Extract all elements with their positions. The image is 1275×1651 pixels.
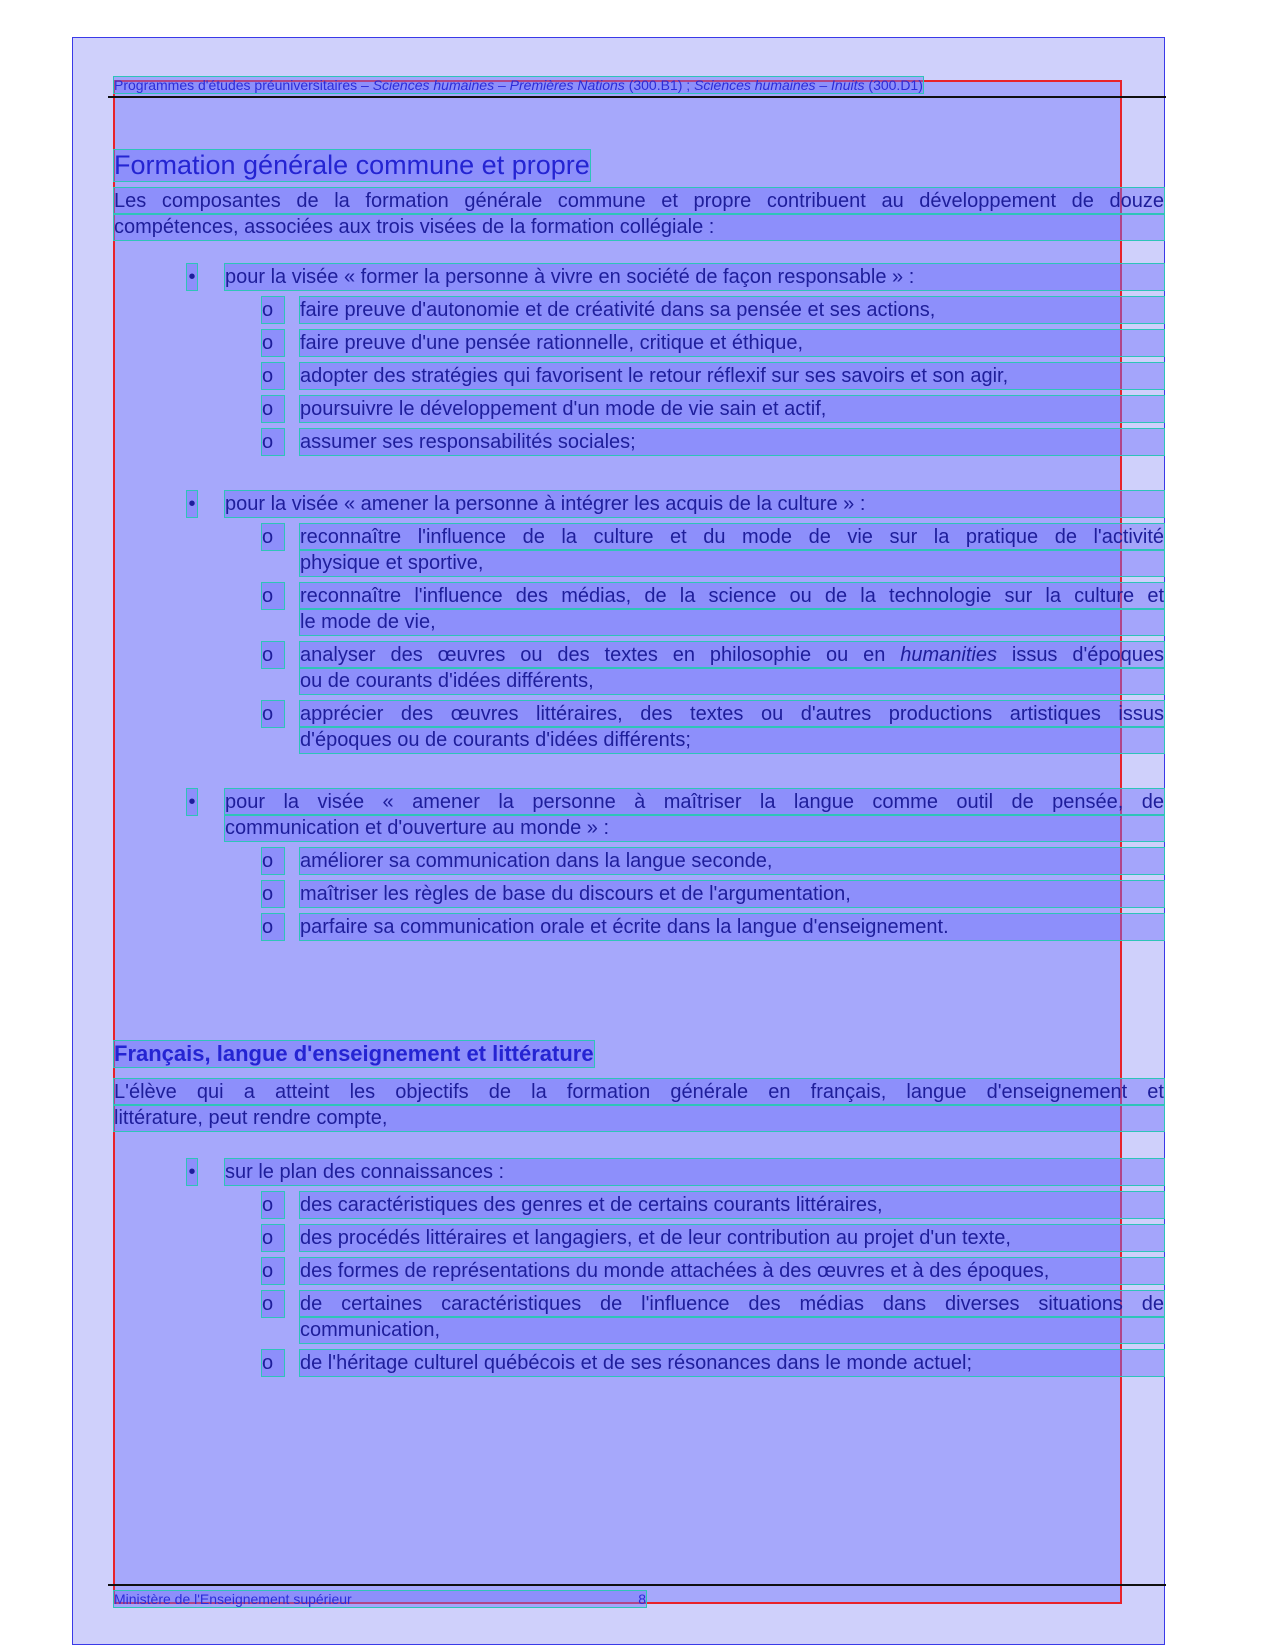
circle-bullet-icon: o xyxy=(262,396,284,422)
bullet-text xyxy=(225,264,1164,290)
section-intro-paragraph xyxy=(114,188,1164,240)
text-run: issus d'époques xyxy=(996,644,1164,666)
circle-bullet-icon: o xyxy=(262,524,284,550)
bullet-icon: • xyxy=(188,791,196,813)
bullet-text xyxy=(225,789,1164,841)
text-line: pour la visée « amener la personne à maîtriser la langue comme outil de pensée, de xyxy=(225,791,1164,813)
list-item-text xyxy=(300,1258,1164,1284)
text-line: apprécier des œuvres littéraires, des textes ou d'autres productions artistiques issus xyxy=(300,703,1164,725)
circle-bullet-icon: o xyxy=(262,1192,284,1218)
text-line: L'élève qui a atteint les objectifs de la formation générale en français, langue d'enseignement et xyxy=(114,1081,1164,1103)
text-line: de l'héritage culturel québécois et de ses résonances dans le monde actuel; xyxy=(300,1350,1164,1376)
circle-bullet-icon: o xyxy=(262,701,284,727)
circle-bullet-icon: o xyxy=(262,363,284,389)
circle-bullet-icon: o xyxy=(262,642,284,668)
list-item-text xyxy=(300,1192,1164,1218)
circle-bullet-icon: o xyxy=(262,881,284,907)
text-line: des caractéristiques des genres et de certains courants littéraires, xyxy=(300,1192,1164,1218)
text-run: ou de courants d'idées différents, xyxy=(300,670,594,692)
list-item-text xyxy=(300,429,1164,455)
list-item-text xyxy=(300,1291,1164,1343)
text-line: des procédés littéraires et langagiers, et de leur contribution au projet d'un texte, xyxy=(300,1225,1164,1251)
text-line: Les composantes de la formation générale commune et propre contribuent au développement de douze xyxy=(114,190,1164,212)
text-line: reconnaître l'influence des médias, de la science ou de la technologie sur la culture et xyxy=(300,585,1164,607)
list-item-text xyxy=(300,1225,1164,1251)
running-header-part: (300.D1) xyxy=(864,77,923,93)
text-line: de certaines caractéristiques de l'influence des médias dans diverses situations de xyxy=(300,1293,1164,1315)
list-item-text xyxy=(300,848,1164,874)
text-line: littérature, peut rendre compte, xyxy=(114,1105,1164,1131)
text-line: améliorer sa communication dans la langue seconde, xyxy=(300,848,1164,874)
text-line: communication et d'ouverture au monde » : xyxy=(225,815,1164,841)
section-title-francais: Français, langue d'enseignement et littérature xyxy=(114,1041,594,1066)
list-item-text xyxy=(300,396,1164,422)
text-line: communication, xyxy=(300,1317,1164,1343)
circle-bullet-icon: o xyxy=(262,848,284,874)
circle-bullet-icon: o xyxy=(262,583,284,609)
text-line xyxy=(300,668,1164,694)
text-line: faire preuve d'une pensée rationnelle, critique et éthique, xyxy=(300,330,1164,356)
list-item-text xyxy=(300,330,1164,356)
text-line: pour la visée « former la personne à vivre en société de façon responsable » : xyxy=(225,264,1164,290)
text-line: d'époques ou de courants d'idées différents; xyxy=(300,727,1164,753)
circle-bullet-icon: o xyxy=(262,1350,284,1376)
running-header xyxy=(114,77,923,93)
circle-bullet-icon: o xyxy=(262,1291,284,1317)
list-item-text xyxy=(300,642,1164,694)
footer-rule xyxy=(108,1584,1166,1586)
text-line: physique et sportive, xyxy=(300,550,1164,576)
list-item-text xyxy=(300,363,1164,389)
bullet-icon: • xyxy=(188,266,196,288)
list-item-text xyxy=(300,914,1164,940)
list-item-text xyxy=(300,297,1164,323)
list-item-text xyxy=(300,524,1164,576)
list-item-text xyxy=(300,701,1164,753)
circle-bullet-icon: o xyxy=(262,429,284,455)
page-number: 8 xyxy=(638,1591,646,1607)
list-item-text xyxy=(300,881,1164,907)
circle-bullet-icon: o xyxy=(262,1258,284,1284)
circle-bullet-icon: o xyxy=(262,297,284,323)
running-footer xyxy=(114,1591,646,1607)
circle-bullet-icon: o xyxy=(262,914,284,940)
text-line: pour la visée « amener la personne à intégrer les acquis de la culture » : xyxy=(225,491,1164,517)
running-header-part: Programmes d'études préuniversitaires – xyxy=(114,77,373,93)
running-header-part: Sciences humaines – Inuits xyxy=(694,77,865,93)
text-line: parfaire sa communication orale et écrite dans la langue d'enseignement. xyxy=(300,914,1164,940)
running-header-part: Sciences humaines – Premières Nations xyxy=(372,77,625,93)
text-line: maîtriser les règles de base du discours et de l'argumentation, xyxy=(300,881,1164,907)
section-title-formation-generale: Formation générale commune et propre xyxy=(114,150,590,180)
text-run: humanities xyxy=(900,644,997,666)
running-header-part: (300.B1) ; xyxy=(624,77,695,93)
bullet-icon: • xyxy=(188,493,196,515)
circle-bullet-icon: o xyxy=(262,330,284,356)
list-item-text xyxy=(300,1350,1164,1376)
text-line: sur le plan des connaissances : xyxy=(225,1159,1164,1185)
section-intro-paragraph xyxy=(114,1079,1164,1131)
bullet-text xyxy=(225,1159,1164,1185)
bullet-text xyxy=(225,491,1164,517)
list-item-text xyxy=(300,583,1164,635)
text-line: poursuivre le développement d'un mode de vie sain et actif, xyxy=(300,396,1164,422)
footer-ministry: Ministère de l'Enseignement supérieur xyxy=(114,1591,352,1607)
text-line: faire preuve d'autonomie et de créativité dans sa pensée et ses actions, xyxy=(300,297,1164,323)
bullet-icon: • xyxy=(188,1161,196,1183)
header-rule xyxy=(108,96,1166,98)
text-line: adopter des stratégies qui favorisent le retour réflexif sur ses savoirs et son agir, xyxy=(300,363,1164,389)
text-line: compétences, associées aux trois visées de la formation collégiale : xyxy=(114,214,1164,240)
text-line: le mode de vie, xyxy=(300,609,1164,635)
text-line: assumer ses responsabilités sociales; xyxy=(300,429,1164,455)
text-line: reconnaître l'influence de la culture et du mode de vie sur la pratique de l'activité xyxy=(300,526,1164,548)
text-line xyxy=(300,642,1164,668)
circle-bullet-icon: o xyxy=(262,1225,284,1251)
text-run: analyser des œuvres ou des textes en philosophie ou en xyxy=(300,644,901,666)
text-line: des formes de représentations du monde attachées à des œuvres et à des époques, xyxy=(300,1258,1164,1284)
